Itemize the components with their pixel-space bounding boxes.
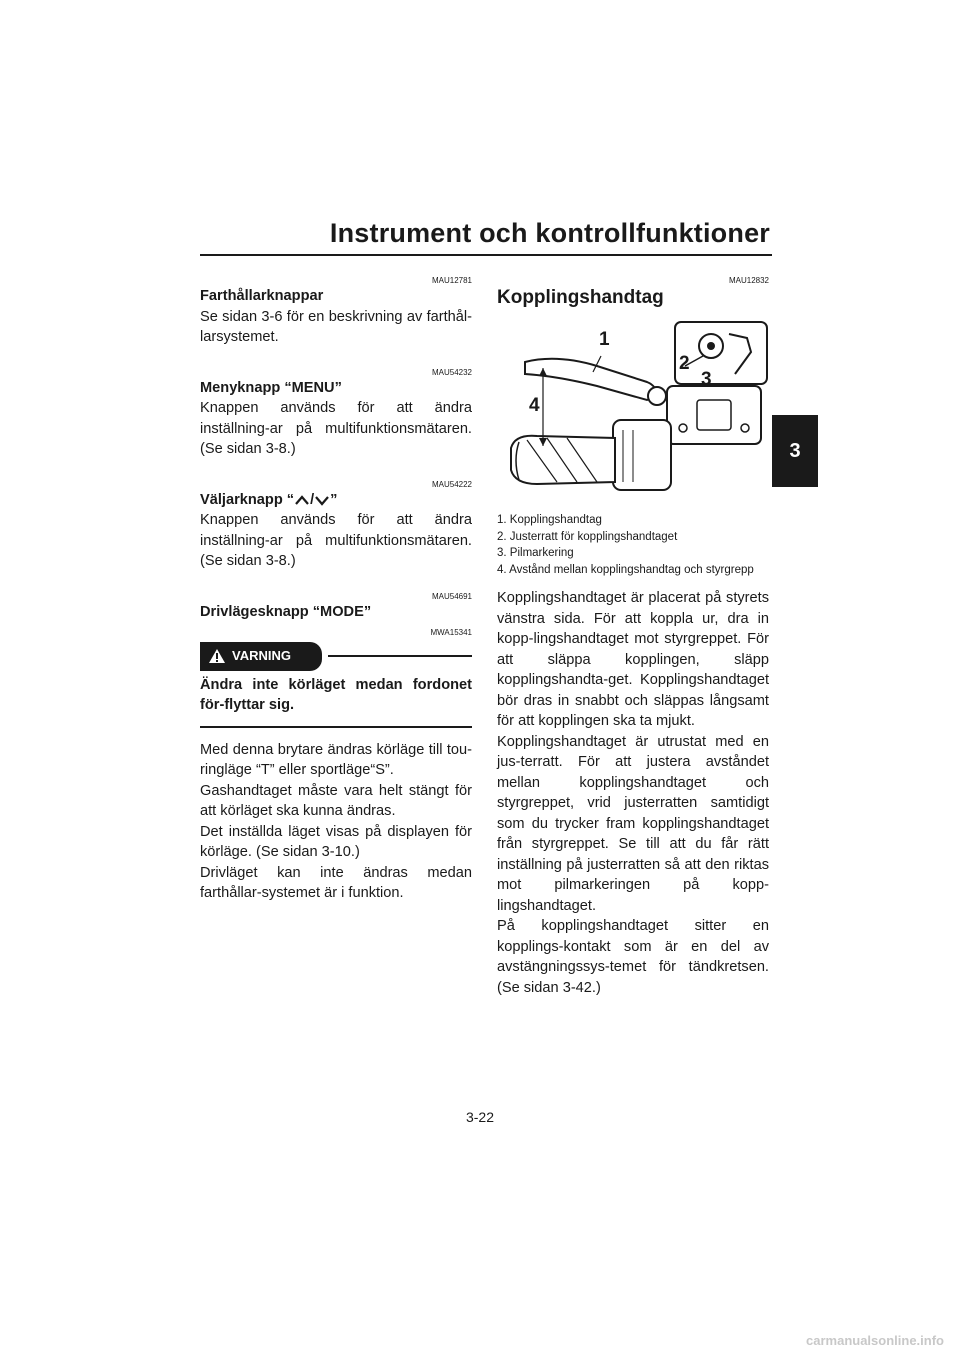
figure-captions <box>497 512 769 578</box>
warning-code: MWA15341 <box>430 628 472 637</box>
heading-text-mid: / <box>310 491 315 508</box>
section-body: Knappen används för att ändra inställning-ar på multifunktionsmätaren. (Se sidan 3-8.) <box>200 400 472 457</box>
caption-item: 3. Pilmarkering <box>497 547 574 559</box>
caption-item: 4. Avstånd mellan kopplingshandtag och styrgrepp <box>497 563 754 576</box>
caption-item: 1. Kopplingshandtag <box>497 514 602 526</box>
caption-item: 2. Justerratt för kopplingshandtaget <box>497 530 678 543</box>
header-rule <box>200 254 772 256</box>
figure-label-1: 1 <box>599 329 610 350</box>
section-heading: Kopplingshandtag <box>497 287 664 308</box>
section-code: MAU54222 <box>431 479 472 489</box>
clutch-lever-figure <box>497 316 769 506</box>
heading-text-post: ” <box>330 491 338 508</box>
section-heading: Farthållarknappar <box>200 288 324 304</box>
warning-header <box>200 642 472 671</box>
section-code: MAU54691 <box>431 591 472 601</box>
figure-label-3: 3 <box>701 369 712 390</box>
body-paragraph: Kopplingshandtaget är utrustat med en jus-terratt. För att justera avståndet mellan kopplingshandtaget och styrgreppet, vrid justerratten samtidigt som du trycker fram kopplingshandtaget från styrgreppet. Se till att du får rätt inställning på justerratten så att den riktas mot pilmarkeringen på kopp-lingshandtaget. <box>497 733 769 914</box>
watermark: carmanualsonline.info <box>806 1333 944 1348</box>
section-code: MAU54232 <box>431 367 472 377</box>
warning-triangle-icon <box>208 648 226 664</box>
section-heading: Drivlägesknapp “MODE” <box>200 603 372 620</box>
figure-label-4: 4 <box>529 395 540 416</box>
heading-text-pre: Väljarknapp “ <box>200 491 295 508</box>
warning-label: VARNING <box>232 648 291 663</box>
body-paragraph: På kopplingshandtaget sitter en kopplings-kontakt som är en del av avstängningssys-temet för tändkretsen. (Se sidan 3-42.) <box>497 918 769 996</box>
section-heading: Menyknapp “MENU” <box>200 379 342 396</box>
section-heading <box>200 490 472 511</box>
figure-label-2: 2 <box>679 353 690 374</box>
body-paragraph: Drivläget kan inte ändras medan farthållar-systemet är i funktion. <box>200 864 472 901</box>
body-paragraph: Kopplingshandtaget är placerat på styrets vänstra sida. För att koppla ur, dra in kopp-lingshandtaget mot styrgreppet. För att släppa kopplingen, släpp kopplingshandta-get. Kopplingshandtaget bör dras in snabbt och släppas långsamt för att kopplingen ska ta mjukt. <box>497 590 769 729</box>
chapter-tab[interactable]: 3 <box>772 415 818 487</box>
body-paragraph: Gashandtaget måste vara helt stängt för att körläget ska kunna ändras. <box>200 782 472 819</box>
page-number: 3-22 <box>465 1109 495 1125</box>
chevron-down-icon <box>314 493 330 507</box>
left-column <box>200 270 472 904</box>
warning-rule <box>328 655 472 657</box>
section-code: MAU12781 <box>431 276 472 285</box>
section-body: Se sidan 3-6 för en beskrivning av farthål-larsystemet. <box>200 308 472 345</box>
warning-bottom-rule <box>200 726 472 728</box>
warning-badge <box>200 642 322 671</box>
chevron-up-icon <box>294 493 310 507</box>
section-code: MAU12832 <box>728 276 769 285</box>
section-body: Knappen används för att ändra inställning-ar på multifunktionsmätaren. (Se sidan 3-8.) <box>200 512 472 569</box>
body-paragraph: Med denna brytare ändras körläge till tou-ringläge “T” eller sportläge“S”. <box>200 741 472 778</box>
warning-text: Ändra inte körläget medan fordonet för-flyttar sig. <box>200 676 472 713</box>
page-title: Instrument och kontrollfunktioner <box>329 218 770 248</box>
right-column <box>497 270 769 998</box>
body-paragraph: Det inställda läget visas på displayen för körläge. (Se sidan 3-10.) <box>200 823 472 860</box>
